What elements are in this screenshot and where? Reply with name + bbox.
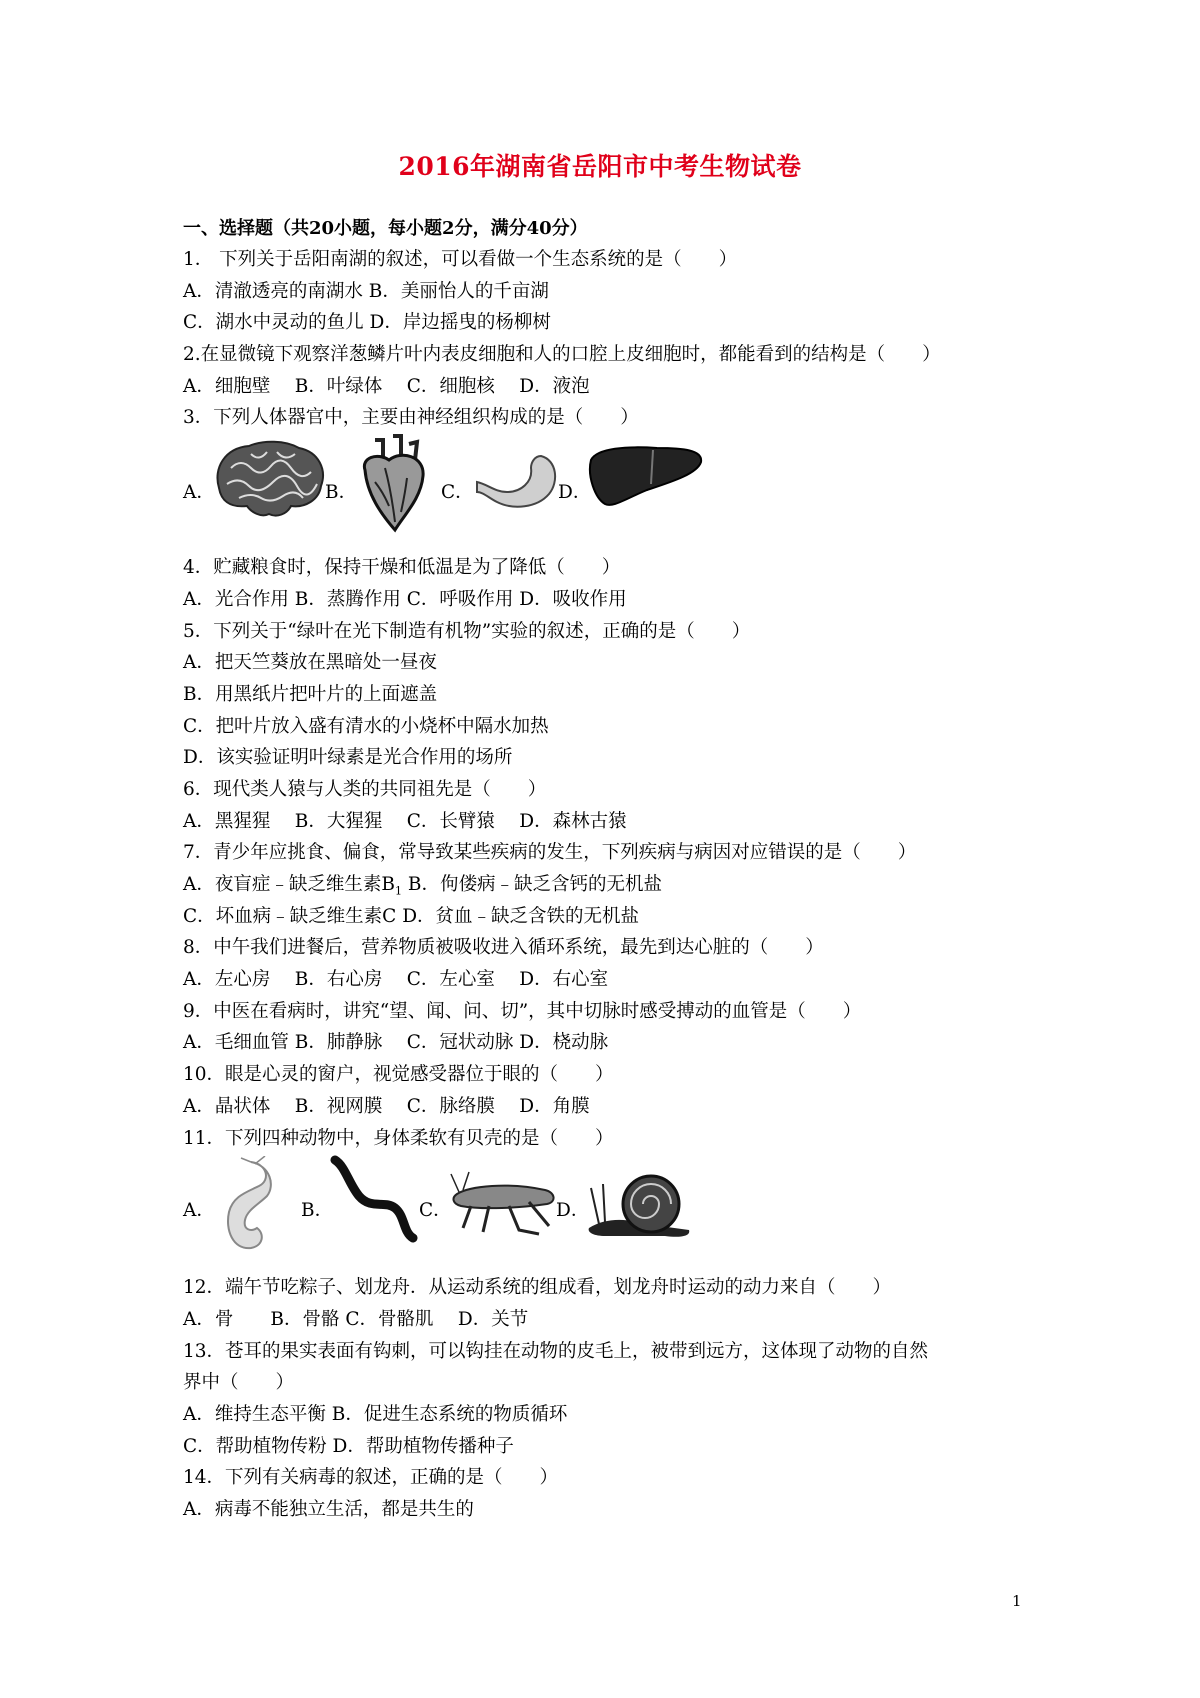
option-line: A．左心房 B．右心房 C．左心室 D．右心室	[183, 969, 609, 991]
subscript-text: 1	[394, 884, 402, 898]
option-line: A．把天竺葵放在黑暗处一昼夜	[183, 652, 437, 674]
shrimp-icon	[211, 1156, 281, 1260]
option-label-d: D．	[556, 1200, 590, 1222]
option-line: A．细胞壁 B．叶绿体 C．细胞核 D．液泡	[183, 375, 590, 397]
question-line: 12．端午节吃粽子、划龙舟．从运动系统的组成看，划龙舟时运动的动力来自（ ）	[183, 1277, 892, 1299]
question-line: 8．中午我们进餐后，营养物质被吸收进入循环系统，最先到达心脏的（ ）	[183, 937, 824, 959]
option-line: A．骨 B．骨骼 C．骨骼肌 D．关节	[183, 1308, 529, 1330]
option-line: B．用黑纸片把叶片的上面遮盖	[183, 683, 438, 705]
snail-icon	[585, 1158, 695, 1242]
option-line: A．维持生态平衡 B．促进生态系统的物质循环	[183, 1403, 568, 1425]
liver-icon	[587, 440, 707, 510]
question-line: 4．贮藏粮食时，保持干燥和低温是为了降低（ ）	[183, 557, 621, 579]
section-heading: 一、选择题（共20小题，每小题2分，满分40分）	[183, 218, 588, 239]
question-list	[183, 244, 1043, 1526]
option-text: A．夜盲症﹣缺乏维生素B	[183, 874, 395, 895]
option-line	[183, 869, 1043, 901]
stomach-icon	[473, 452, 561, 512]
exam-title: 2016年湖南省岳阳市中考生物试卷	[398, 152, 802, 181]
option-label-c: C．	[419, 1200, 452, 1222]
option-line: D．该实验证明叶绿素是光合作用的场所	[183, 747, 513, 769]
question-line: 2.在显微镜下观察洋葱鳞片叶内表皮细胞和人的口腔上皮细胞时，都能看到的结构是（ ）	[183, 344, 941, 366]
question-line: 14．下列有关病毒的叙述，正确的是（ ）	[183, 1467, 559, 1489]
option-label-a: A．	[183, 482, 215, 504]
question-line: 3．下列人体器官中，主要由神经组织构成的是（ ）	[183, 407, 639, 429]
question-line: 5．下列关于“绿叶在光下制造有机物”实验的叙述，正确的是（ ）	[183, 620, 751, 642]
question-line: 1． 下列关于岳阳南湖的叙述，可以看做一个生态系统的是（ ）	[183, 249, 738, 270]
brain-icon	[211, 438, 329, 524]
option-label-c: C．	[441, 482, 474, 504]
option-line: C．坏血病﹣缺乏维生素C D．贫血﹣缺乏含铁的无机盐	[183, 905, 640, 927]
question-line: 7．青少年应挑食、偏食，常导致某些疾病的发生，下列疾病与病因对应错误的是（ ）	[183, 842, 917, 864]
option-line: C．湖水中灵动的鱼儿 D．岸边摇曳的杨柳树	[183, 312, 551, 334]
question-line: 10．眼是心灵的窗户，视觉感受器位于眼的（ ）	[183, 1064, 614, 1086]
option-line: C．把叶片放入盛有清水的小烧杯中隔水加热	[183, 715, 549, 737]
option-label-a: A．	[183, 1200, 215, 1222]
question-line: 11．下列四种动物中，身体柔软有贝壳的是（ ）	[183, 1127, 614, 1149]
heart-icon	[355, 434, 433, 534]
option-line: C．帮助植物传粉 D．帮助植物传播种子	[183, 1435, 514, 1457]
option-line: A．黑猩猩 B．大猩猩 C．长臂猿 D．森林古猿	[183, 810, 627, 832]
option-text: B．佝偻病﹣缺乏含钙的无机盐	[401, 874, 662, 895]
option-label-d: D．	[558, 482, 592, 504]
option-line: A．毛细血管 B．肺静脉 C．冠状动脉 D．桡动脉	[183, 1032, 609, 1054]
option-line: A．晶状体 B．视网膜 C．脉络膜 D．角膜	[183, 1095, 590, 1117]
q3-image-options	[183, 434, 1043, 546]
question-line: 界中（ ）	[183, 1372, 295, 1394]
question-line: 6．现代类人猿与人类的共同祖先是（ ）	[183, 778, 547, 800]
question-line: 13．苍耳的果实表面有钩刺，可以钩挂在动物的皮毛上，被带到远方，这体现了动物的自然	[183, 1340, 929, 1362]
page-number: 1	[1012, 1592, 1022, 1610]
option-label-b: B．	[325, 482, 358, 504]
option-line: A．光合作用 B．蒸腾作用 C．呼吸作用 D．吸收作用	[183, 588, 627, 610]
option-line: A．病毒不能独立生活，都是共生的	[183, 1499, 474, 1520]
question-line: 9．中医在看病时，讲究“望、闻、问、切”，其中切脉时感受搏动的血管是（ ）	[183, 1000, 862, 1022]
option-line: A．清澈透亮的南湖水 B．美丽怡人的千亩湖	[183, 280, 549, 302]
grasshopper-icon	[449, 1168, 561, 1238]
q11-image-options	[183, 1154, 1043, 1266]
option-label-b: B．	[301, 1200, 334, 1222]
